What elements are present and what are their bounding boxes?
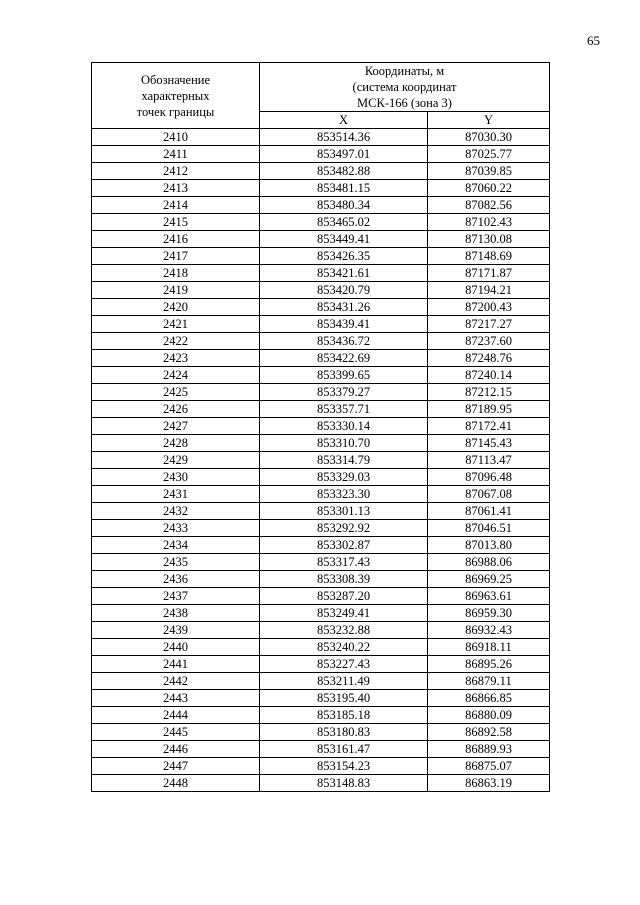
point-id-cell: 2432 [92, 503, 260, 520]
x-coordinate-cell: 853314.79 [260, 452, 428, 469]
table-row [92, 588, 550, 605]
table-row [92, 656, 550, 673]
y-coordinate-cell: 86879.11 [428, 673, 550, 690]
page-number: 65 [587, 33, 600, 48]
y-coordinate-cell: 87237.60 [428, 333, 550, 350]
x-coordinate-cell: 853329.03 [260, 469, 428, 486]
point-id-cell: 2443 [92, 690, 260, 707]
coordinates-table [91, 62, 550, 792]
table-row [92, 248, 550, 265]
table-row [92, 724, 550, 741]
y-coordinate-cell: 86918.11 [428, 639, 550, 656]
y-coordinate-cell: 87212.15 [428, 384, 550, 401]
x-coordinate-cell: 853323.30 [260, 486, 428, 503]
point-id-cell: 2442 [92, 673, 260, 690]
y-coordinate-cell: 87060.22 [428, 180, 550, 197]
x-coordinate-cell: 853480.34 [260, 197, 428, 214]
y-coordinate-cell: 87148.69 [428, 248, 550, 265]
table-row [92, 316, 550, 333]
point-id-cell: 2418 [92, 265, 260, 282]
table-row [92, 486, 550, 503]
x-coordinate-cell: 853449.41 [260, 231, 428, 248]
x-coordinate-cell: 853481.15 [260, 180, 428, 197]
table-body [92, 129, 550, 792]
x-coordinate-cell: 853301.13 [260, 503, 428, 520]
y-coordinate-cell: 86889.93 [428, 741, 550, 758]
y-coordinate-cell: 86863.19 [428, 775, 550, 792]
table-row [92, 180, 550, 197]
table-row [92, 367, 550, 384]
x-coordinate-cell: 853426.35 [260, 248, 428, 265]
table-row [92, 231, 550, 248]
x-coordinate-cell: 853439.41 [260, 316, 428, 333]
y-coordinate-cell: 87130.08 [428, 231, 550, 248]
table-row [92, 163, 550, 180]
y-coordinate-cell: 87145.43 [428, 435, 550, 452]
y-coordinate-cell: 86892.58 [428, 724, 550, 741]
x-coordinate-cell: 853211.49 [260, 673, 428, 690]
point-id-cell: 2440 [92, 639, 260, 656]
table-row [92, 469, 550, 486]
x-coordinate-cell: 853317.43 [260, 554, 428, 571]
x-coordinate-cell: 853330.14 [260, 418, 428, 435]
x-coordinate-cell: 853292.92 [260, 520, 428, 537]
point-id-cell: 2419 [92, 282, 260, 299]
y-coordinate-cell: 87240.14 [428, 367, 550, 384]
point-id-cell: 2439 [92, 622, 260, 639]
table-row [92, 707, 550, 724]
table-row [92, 605, 550, 622]
table-row [92, 214, 550, 231]
y-coordinate-cell: 87039.85 [428, 163, 550, 180]
y-coordinate-cell: 87061.41 [428, 503, 550, 520]
y-coordinate-cell: 86963.61 [428, 588, 550, 605]
x-coordinate-cell: 853379.27 [260, 384, 428, 401]
point-id-cell: 2436 [92, 571, 260, 588]
table-row [92, 265, 550, 282]
table-row [92, 554, 550, 571]
coords-header-line-3: МСК-166 (зона 3) [357, 96, 452, 110]
point-id-cell: 2411 [92, 146, 260, 163]
y-coordinate-cell: 87189.95 [428, 401, 550, 418]
x-coordinate-cell: 853482.88 [260, 163, 428, 180]
x-coordinate-cell: 853154.23 [260, 758, 428, 775]
y-coordinate-cell: 86866.85 [428, 690, 550, 707]
point-id-cell: 2422 [92, 333, 260, 350]
x-coordinate-cell: 853240.22 [260, 639, 428, 656]
x-coordinate-cell: 853420.79 [260, 282, 428, 299]
x-column-header: X [260, 112, 428, 129]
y-coordinate-cell: 87013.80 [428, 537, 550, 554]
table-row [92, 520, 550, 537]
table-row [92, 350, 550, 367]
table-row [92, 741, 550, 758]
x-coordinate-cell: 853310.70 [260, 435, 428, 452]
table-row [92, 435, 550, 452]
table-row [92, 775, 550, 792]
point-id-cell: 2421 [92, 316, 260, 333]
y-coordinate-cell: 86959.30 [428, 605, 550, 622]
x-coordinate-cell: 853249.41 [260, 605, 428, 622]
point-id-cell: 2413 [92, 180, 260, 197]
point-id-cell: 2431 [92, 486, 260, 503]
y-coordinate-cell: 86875.07 [428, 758, 550, 775]
point-id-cell: 2433 [92, 520, 260, 537]
table-row [92, 146, 550, 163]
table-row [92, 673, 550, 690]
point-id-cell: 2426 [92, 401, 260, 418]
table-row [92, 452, 550, 469]
y-coordinate-cell: 86895.26 [428, 656, 550, 673]
table-row [92, 639, 550, 656]
table-row [92, 571, 550, 588]
point-id-cell: 2425 [92, 384, 260, 401]
y-coordinate-cell: 87030.30 [428, 129, 550, 146]
x-coordinate-cell: 853308.39 [260, 571, 428, 588]
point-id-cell: 2414 [92, 197, 260, 214]
point-header-line-2: характерных [141, 88, 210, 103]
point-id-cell: 2420 [92, 299, 260, 316]
x-coordinate-cell: 853195.40 [260, 690, 428, 707]
x-coordinate-cell: 853302.87 [260, 537, 428, 554]
y-coordinate-cell: 87096.48 [428, 469, 550, 486]
y-coordinate-cell: 87082.56 [428, 197, 550, 214]
table-row [92, 129, 550, 146]
x-coordinate-cell: 853514.36 [260, 129, 428, 146]
table-row [92, 690, 550, 707]
y-coordinate-cell: 87067.08 [428, 486, 550, 503]
y-coordinate-cell: 86969.25 [428, 571, 550, 588]
point-id-cell: 2427 [92, 418, 260, 435]
coords-header-line-2: (система координат [352, 80, 457, 94]
point-id-cell: 2448 [92, 775, 260, 792]
x-coordinate-cell: 853421.61 [260, 265, 428, 282]
x-coordinate-cell: 853436.72 [260, 333, 428, 350]
point-id-cell: 2447 [92, 758, 260, 775]
point-id-cell: 2416 [92, 231, 260, 248]
y-coordinate-cell: 87194.21 [428, 282, 550, 299]
x-coordinate-cell: 853148.83 [260, 775, 428, 792]
y-coordinate-cell: 86880.09 [428, 707, 550, 724]
point-id-cell: 2438 [92, 605, 260, 622]
y-coordinate-cell: 87113.47 [428, 452, 550, 469]
coordinates-header [260, 63, 550, 112]
point-id-cell: 2412 [92, 163, 260, 180]
y-coordinate-cell: 87217.27 [428, 316, 550, 333]
point-id-cell: 2434 [92, 537, 260, 554]
x-coordinate-cell: 853287.20 [260, 588, 428, 605]
point-id-cell: 2424 [92, 367, 260, 384]
table-row [92, 401, 550, 418]
y-coordinate-cell: 86932.43 [428, 622, 550, 639]
table-row [92, 418, 550, 435]
point-id-cell: 2428 [92, 435, 260, 452]
point-header-line-3: точек границы [136, 104, 215, 119]
y-coordinate-cell: 87171.87 [428, 265, 550, 282]
y-coordinate-cell: 87025.77 [428, 146, 550, 163]
y-coordinate-cell: 87172.41 [428, 418, 550, 435]
y-coordinate-cell: 87248.76 [428, 350, 550, 367]
point-id-cell: 2437 [92, 588, 260, 605]
table-row [92, 758, 550, 775]
x-coordinate-cell: 853185.18 [260, 707, 428, 724]
x-coordinate-cell: 853357.71 [260, 401, 428, 418]
point-designation-header [92, 63, 260, 129]
table-row [92, 537, 550, 554]
point-id-cell: 2423 [92, 350, 260, 367]
table-header [92, 63, 550, 129]
point-id-cell: 2417 [92, 248, 260, 265]
x-coordinate-cell: 853465.02 [260, 214, 428, 231]
table-row [92, 503, 550, 520]
x-coordinate-cell: 853431.26 [260, 299, 428, 316]
point-id-cell: 2446 [92, 741, 260, 758]
y-column-header: Y [428, 112, 550, 129]
x-coordinate-cell: 853497.01 [260, 146, 428, 163]
y-coordinate-cell: 87200.43 [428, 299, 550, 316]
y-coordinate-cell: 87046.51 [428, 520, 550, 537]
point-id-cell: 2430 [92, 469, 260, 486]
table-row [92, 197, 550, 214]
table-row [92, 299, 550, 316]
point-id-cell: 2444 [92, 707, 260, 724]
table-row [92, 333, 550, 350]
point-id-cell: 2415 [92, 214, 260, 231]
y-coordinate-cell: 87102.43 [428, 214, 550, 231]
table-row [92, 282, 550, 299]
point-header-line-1: Обозначение [140, 72, 211, 87]
x-coordinate-cell: 853399.65 [260, 367, 428, 384]
table-row [92, 622, 550, 639]
point-id-cell: 2445 [92, 724, 260, 741]
point-id-cell: 2435 [92, 554, 260, 571]
y-coordinate-cell: 86988.06 [428, 554, 550, 571]
coords-header-line-1: Координаты, м [364, 64, 445, 78]
x-coordinate-cell: 853422.69 [260, 350, 428, 367]
x-coordinate-cell: 853180.83 [260, 724, 428, 741]
point-id-cell: 2429 [92, 452, 260, 469]
x-coordinate-cell: 853227.43 [260, 656, 428, 673]
point-id-cell: 2441 [92, 656, 260, 673]
x-coordinate-cell: 853161.47 [260, 741, 428, 758]
table-row [92, 384, 550, 401]
x-coordinate-cell: 853232.88 [260, 622, 428, 639]
point-id-cell: 2410 [92, 129, 260, 146]
